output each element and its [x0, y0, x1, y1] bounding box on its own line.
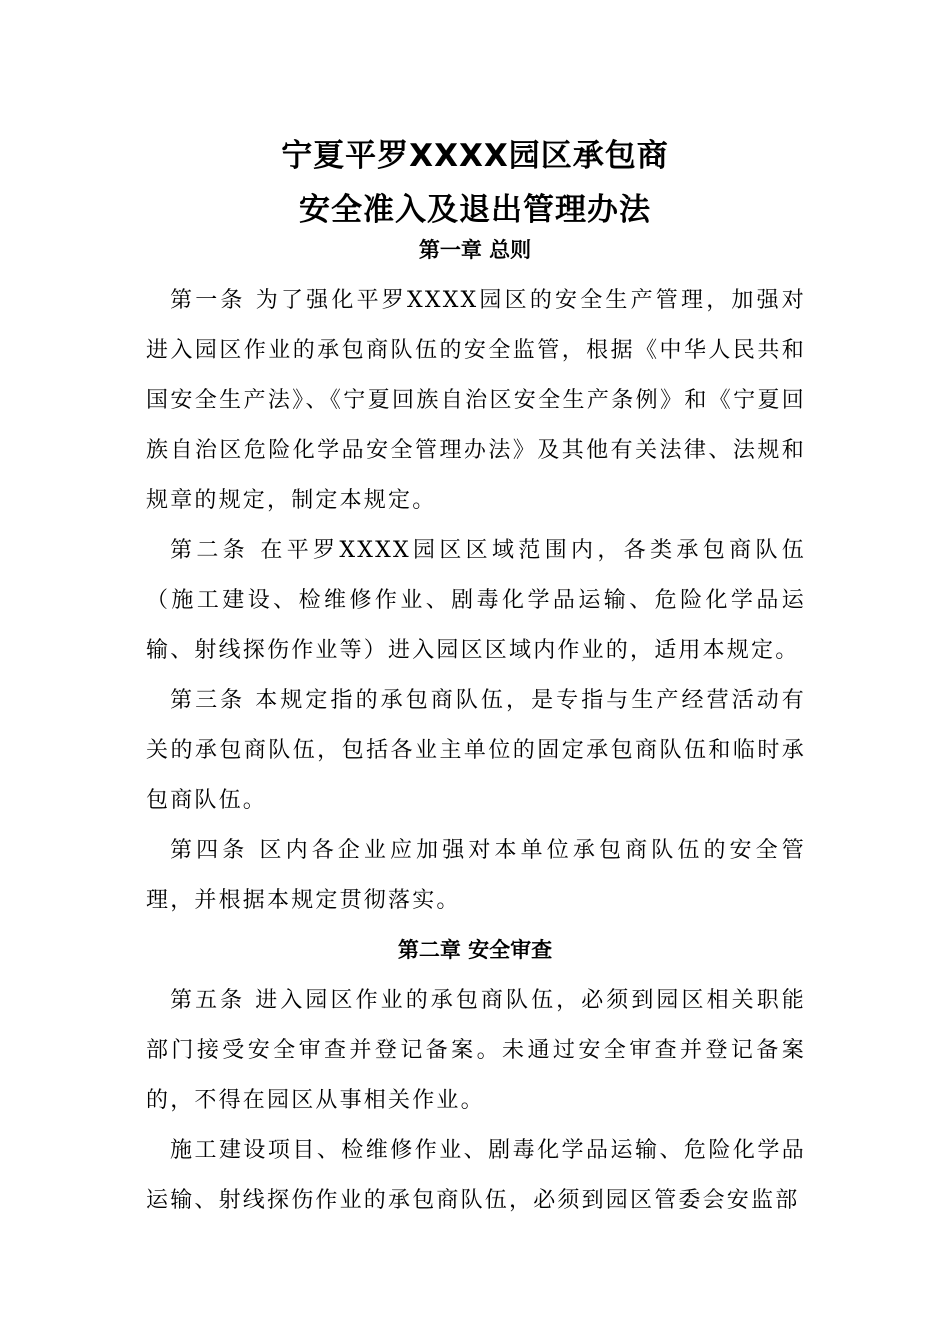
article-1: 第一条 为了强化平罗XXXX园区的安全生产管理，加强对进入园区作业的承包商队伍的安全监管，根据《中华人民共和国安全生产法》、《宁夏回族自治区安全生产条例》和《宁夏回族自治区危险化学品安全管理办法》及其他有关法律、法规和规章的规定，制定本规定。 [146, 288, 806, 513]
document-title-line-2: 安全准入及退出管理办法 [299, 192, 651, 228]
chapter-heading-2: 第二章 安全审查 [397, 938, 553, 962]
article-2: 第二条 在平罗XXXX园区区域范围内，各类承包商队伍（施工建设、检维修作业、剧毒化学品运输、危险化学品运输、射线探伤作业等）进入园区区域内作业的，适用本规定。 [146, 538, 806, 663]
article-3: 第三条 本规定指的承包商队伍，是专指与生产经营活动有关的承包商队伍，包括各业主单位的固定承包商队伍和临时承包商队伍。 [146, 688, 806, 813]
article-5-paragraph-2: 施工建设项目、检维修作业、剧毒化学品运输、危险化学品运输、射线探伤作业的承包商队伍，必须到园区管委会安监部 [146, 1138, 806, 1213]
article-5: 第五条 进入园区作业的承包商队伍，必须到园区相关职能部门接受安全审查并登记备案。未通过安全审查并登记备案的，不得在园区从事相关作业。 [146, 988, 806, 1113]
document-title-line-1: 宁夏平罗XXXX园区承包商 [281, 138, 669, 174]
article-4: 第四条 区内各企业应加强对本单位承包商队伍的安全管理，并根据本规定贯彻落实。 [146, 838, 806, 913]
chapter-heading-1: 第一章 总则 [418, 238, 532, 262]
